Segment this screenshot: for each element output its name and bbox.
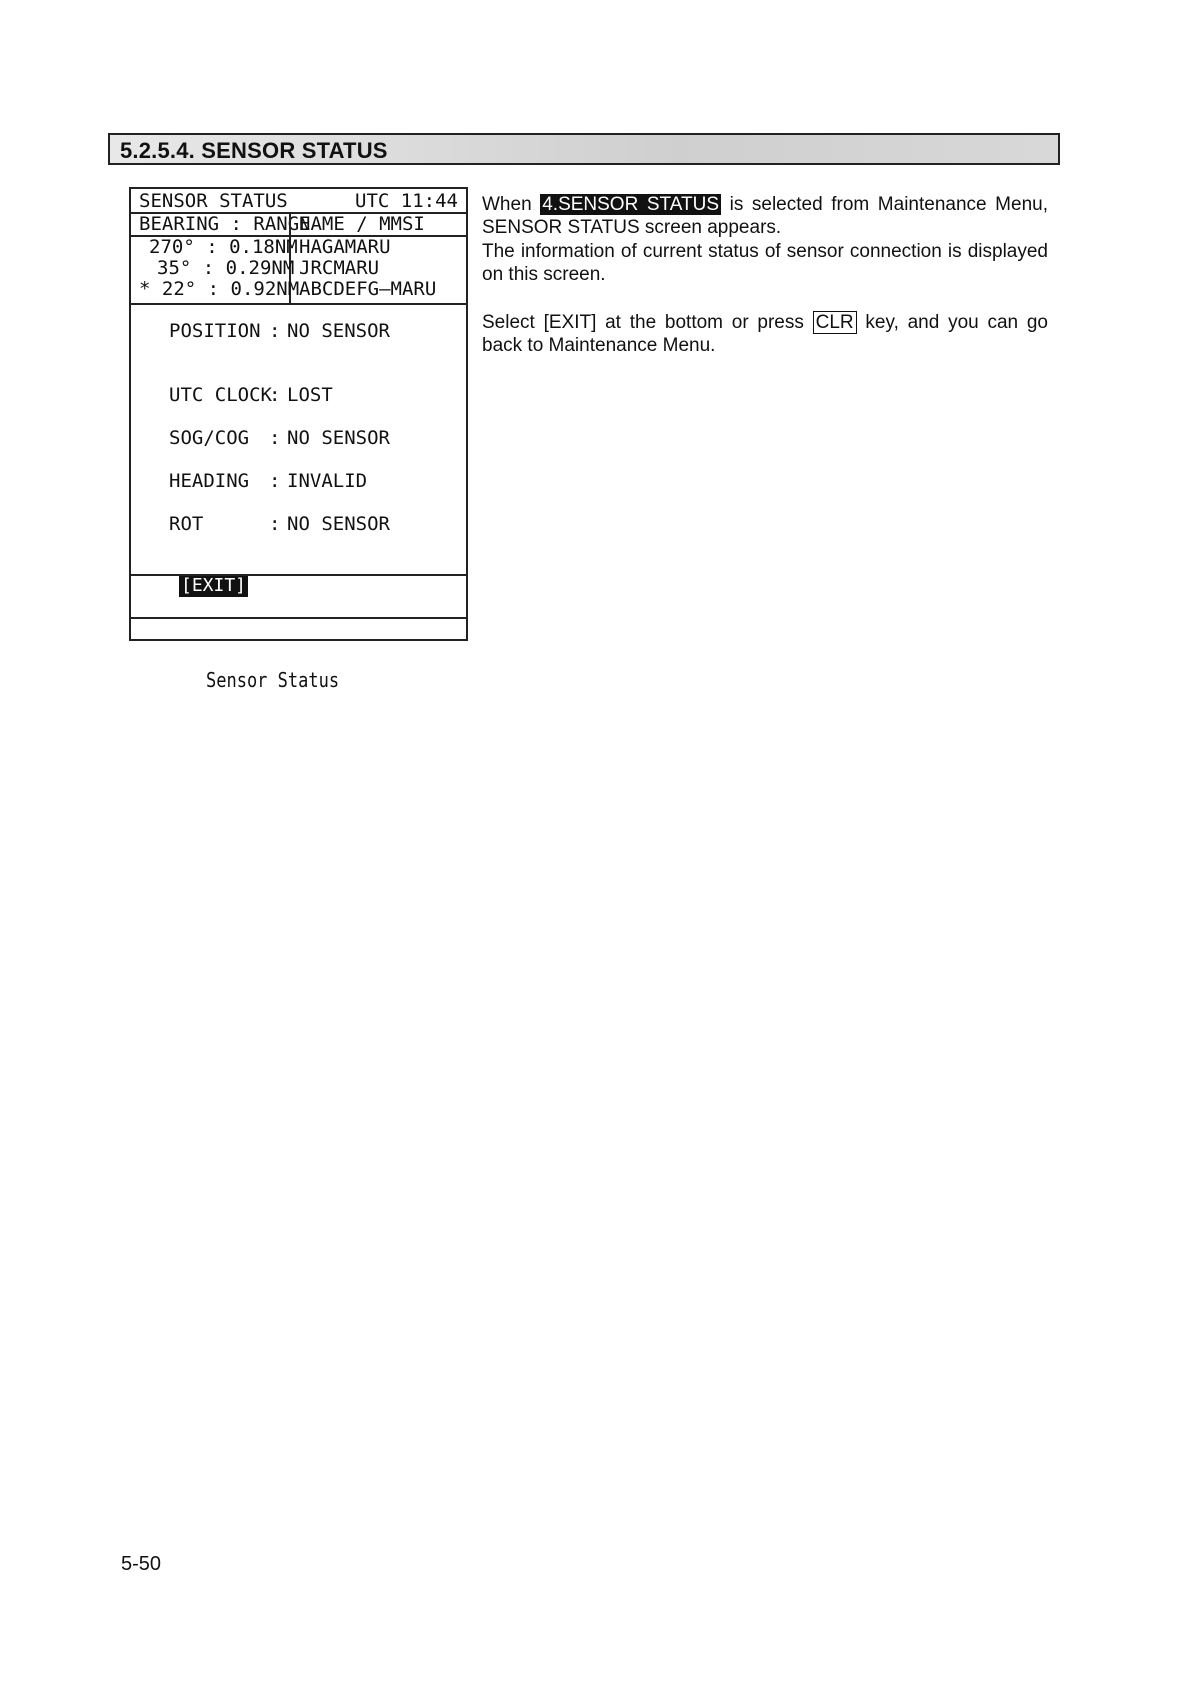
section-title: 5.2.5.4. SENSOR STATUS bbox=[120, 138, 388, 163]
status-label-rot: ROT bbox=[169, 513, 204, 535]
menu-item-highlight: 4.SENSOR STATUS bbox=[542, 194, 720, 215]
sensor-status-screen bbox=[129, 187, 468, 641]
paragraph-intro bbox=[482, 193, 1048, 239]
target-name[interactable]: ABCDEFG—MARU bbox=[299, 278, 437, 300]
target-name[interactable]: JRCMARU bbox=[299, 257, 380, 279]
page-number: 5-50 bbox=[121, 1553, 162, 1575]
target-bearing-range[interactable]: 35° : 0.29NM bbox=[157, 257, 295, 279]
exit-text-end: key, and you can go back to Maintenance Menu. bbox=[482, 312, 1049, 356]
figure-caption: Sensor Status bbox=[206, 668, 340, 692]
status-label-position: POSITION bbox=[169, 320, 261, 342]
status-separator: : bbox=[269, 470, 281, 492]
status-separator: : bbox=[269, 513, 281, 535]
exit-text-start: Select [EXIT] at the bottom or press bbox=[482, 312, 813, 333]
intro-text-start: When bbox=[482, 194, 532, 215]
status-separator: : bbox=[269, 427, 281, 449]
status-value-rot: NO SENSOR bbox=[287, 513, 390, 535]
status-label-utc-clock: UTC CLOCK bbox=[169, 384, 272, 406]
column-header-name-mmsi: NAME / MMSI bbox=[299, 213, 425, 235]
exit-button[interactable]: [EXIT] bbox=[181, 575, 247, 596]
paragraph-info: The information of current status of sensor connection is displayed on this screen. bbox=[482, 241, 1048, 285]
status-label-sog-cog: SOG/COG bbox=[169, 427, 250, 449]
divider bbox=[131, 303, 466, 305]
status-value-utc-clock: LOST bbox=[287, 384, 333, 406]
intro-text-end: is selected from Maintenance Menu, SENSOR STATUS screen appears. bbox=[482, 194, 1048, 238]
clr-key: CLR bbox=[813, 311, 857, 334]
target-bearing-range[interactable]: * 22° : 0.92NM bbox=[139, 278, 300, 300]
column-header-bearing-range: BEARING : RANGE bbox=[139, 213, 311, 235]
status-separator: : bbox=[269, 384, 281, 406]
utc-time: UTC 11:44 bbox=[355, 190, 458, 212]
status-label-heading: HEADING bbox=[169, 470, 250, 492]
status-separator: : bbox=[269, 320, 281, 342]
paragraph-exit bbox=[482, 311, 1048, 357]
status-value-sog-cog: NO SENSOR bbox=[287, 427, 390, 449]
target-bearing-range[interactable]: 270° : 0.18NM bbox=[149, 236, 298, 258]
target-name[interactable]: HAGAMARU bbox=[299, 236, 391, 258]
divider bbox=[131, 617, 466, 619]
status-value-position: NO SENSOR bbox=[287, 320, 390, 342]
section-header bbox=[108, 133, 1060, 165]
status-value-heading: INVALID bbox=[287, 470, 368, 492]
screen-title: SENSOR STATUS bbox=[139, 190, 288, 212]
